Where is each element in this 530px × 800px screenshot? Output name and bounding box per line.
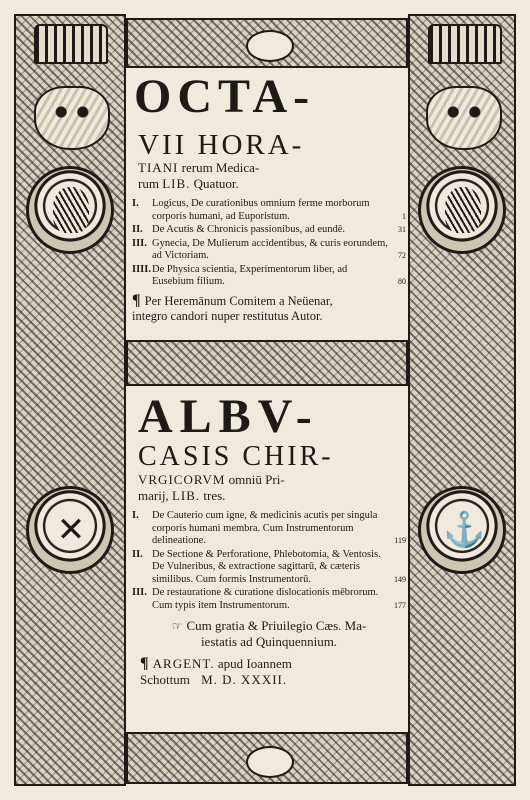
title2-line-1: ALBV- bbox=[138, 390, 319, 443]
entry-text: De Sectione & Perforatione, Phlebotomia, & Ventosis. De Vulneribus, & extractione sagittarū, & cæteris similibus. Cum formis Instrumentorū. bbox=[152, 548, 381, 585]
contents-entry bbox=[132, 224, 406, 237]
printer-monogram-icon: ⚓ bbox=[443, 512, 486, 549]
imprint-line-2 bbox=[140, 672, 406, 688]
privilege-statement bbox=[132, 618, 406, 634]
entry-number: I. bbox=[132, 198, 139, 209]
entry-text: De Acutis & Chronicis passionibus, ad eundē. bbox=[152, 224, 346, 235]
book1-contents bbox=[132, 198, 406, 289]
title-line-4b: LIB. bbox=[162, 176, 191, 191]
entry-text: De Cauterio cum igne, & medicinis acutis per singula corporis humani membra. Cum Instrumentorum delineatione. bbox=[152, 510, 378, 546]
entry-text: De restauratione & curatione dislocationis mēbrorum. Cum typis item Instrumentorum. bbox=[152, 587, 379, 611]
book2-contents bbox=[132, 510, 406, 612]
title-line-3b: rerum Medica- bbox=[181, 160, 260, 175]
contents-entry bbox=[132, 264, 406, 289]
entry-page: 80 bbox=[398, 277, 406, 286]
contents-entry bbox=[132, 198, 406, 223]
privilege-line-2: iestatis ad Quinquennium. bbox=[200, 634, 338, 649]
privilege-line-1: Cum gratia & Priuilegio Cæs. Ma- bbox=[186, 618, 367, 633]
pointing-hand-icon: ☞ bbox=[171, 619, 183, 633]
entry-page: 149 bbox=[394, 574, 406, 584]
top-cartouche bbox=[246, 30, 294, 62]
entry-number: IIII. bbox=[132, 263, 151, 275]
title-line-3 bbox=[132, 160, 406, 176]
entry-text: De Physica scientia, Experimentorum liber, ad Eusebium filium. bbox=[152, 263, 348, 287]
contents-entry bbox=[132, 510, 406, 548]
entry-number: II. bbox=[132, 224, 143, 235]
contents-entry bbox=[132, 549, 406, 587]
entry-number: III. bbox=[132, 237, 147, 249]
imprint bbox=[132, 656, 406, 688]
title-line-4a: rum bbox=[138, 176, 159, 191]
portrait-medallion bbox=[26, 166, 114, 254]
lower-text-block bbox=[132, 392, 406, 688]
grotesque-mask-ornament bbox=[426, 86, 502, 150]
editor-line-1: Per Heremānum Comitem a Neüenar, bbox=[144, 293, 333, 308]
pilcrow-icon: ¶ bbox=[140, 655, 149, 672]
left-woodcut-border bbox=[14, 14, 126, 786]
imprint-printer-1: apud Ioannem bbox=[217, 656, 292, 671]
crowned-head-figure bbox=[53, 187, 89, 233]
title-line-4c: Quatuor. bbox=[193, 176, 239, 191]
title2-line-4a: marij, bbox=[138, 488, 169, 503]
title-line-1: OCTA- bbox=[134, 70, 316, 123]
title2-line-4 bbox=[132, 488, 406, 504]
portrait-medallion bbox=[418, 166, 506, 254]
editor-statement bbox=[132, 293, 406, 309]
crown-ornament bbox=[34, 24, 108, 64]
middle-woodcut-band bbox=[126, 340, 408, 386]
crown-ornament bbox=[428, 24, 502, 64]
editor-line-2: integro candori nuper restitutus Autor. bbox=[132, 308, 323, 323]
pilcrow-icon: ¶ bbox=[132, 291, 141, 309]
imprint-printer-2: Schottum bbox=[140, 672, 190, 687]
grotesque-mask-ornament bbox=[34, 86, 110, 150]
title-line-3a: TIANI bbox=[138, 160, 179, 175]
title2-line-3b: omniū Pri- bbox=[228, 472, 285, 487]
top-woodcut-border bbox=[126, 18, 408, 68]
contents-entry bbox=[132, 238, 406, 263]
entry-number: II. bbox=[132, 548, 143, 560]
title2-line-3a: VRGICORVM bbox=[138, 472, 226, 487]
upper-text-block bbox=[132, 72, 406, 324]
entry-page: 31 bbox=[398, 225, 406, 234]
bottom-cartouche bbox=[246, 746, 294, 778]
entry-page: 177 bbox=[394, 600, 406, 610]
entry-page: 72 bbox=[398, 251, 406, 260]
imprint-year: M. D. XXXII. bbox=[201, 672, 288, 687]
monogram-medallion bbox=[418, 486, 506, 574]
bottom-woodcut-border bbox=[126, 732, 408, 784]
emblem-medallion bbox=[26, 486, 114, 574]
title-line-4 bbox=[132, 176, 406, 192]
title2-line-3 bbox=[132, 472, 406, 488]
title-line-2: VII HORA- bbox=[138, 129, 305, 161]
imprint-line-1 bbox=[140, 656, 406, 672]
entry-text: Gynecia, De Mulierum accidentibus, & curis eorundem, ad Victoriam. bbox=[152, 237, 388, 261]
entry-text: Logicus, De curationibus omnium ferme morborum corporis humani, ad Euporistum. bbox=[152, 198, 370, 222]
entry-number: III. bbox=[132, 587, 147, 598]
title2-line-2: CASIS CHIR- bbox=[138, 441, 334, 472]
title2-line-4b: LIB. bbox=[171, 488, 201, 503]
contents-entry bbox=[132, 587, 406, 612]
entry-number: I. bbox=[132, 510, 139, 521]
right-woodcut-border bbox=[408, 14, 516, 786]
entry-page: 119 bbox=[394, 536, 406, 545]
imprint-place: ARGENT. bbox=[152, 656, 215, 671]
laurel-head-figure bbox=[445, 187, 481, 233]
title2-line-4c: tres. bbox=[203, 488, 226, 503]
crossed-emblem-icon: ✕ bbox=[56, 512, 86, 549]
entry-page: 1 bbox=[402, 211, 406, 221]
